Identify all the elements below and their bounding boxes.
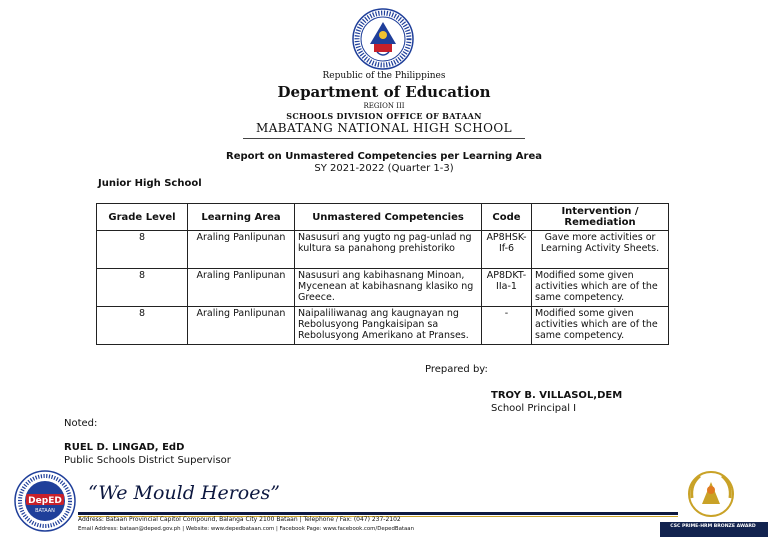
code-cell: - <box>482 307 532 345</box>
deped-bataan-logo-icon <box>14 470 76 532</box>
table-row <box>97 231 669 269</box>
footer-divider <box>78 512 678 515</box>
area-cell: Araling Panlipunan <box>188 269 295 307</box>
column-header: Code <box>482 204 532 231</box>
region-text: REGION III <box>363 102 405 110</box>
motto-text: “We Mould Heroes” <box>88 482 280 504</box>
area-cell: Araling Panlipunan <box>188 307 295 345</box>
footer-address: Address: Bataan Provincial Capitol Compound, Balanga City 2100 Bataan | Telephone / Fax: (047) 237-2102 <box>78 516 401 523</box>
area-cell: Araling Panlipunan <box>188 231 295 269</box>
code-cell: AP8HSK-If-6 <box>482 231 532 269</box>
principal-title: School Principal I <box>491 403 577 414</box>
school-level: Junior High School <box>98 178 202 189</box>
footer-contact: Email Address: bataan@deped.gov.ph | Website: www.depedbataan.com | Facebook Page: www.facebook.com/DepedBataan <box>78 526 415 532</box>
table-header-row <box>97 204 669 231</box>
report-title: Report on Unmastered Competencies per Learning Area <box>226 151 542 162</box>
school-name: MABATANG NATIONAL HIGH SCHOOL <box>256 121 512 135</box>
prepared-by-label: Prepared by: <box>425 364 488 375</box>
award-caption: CSC PRIME-HRM BRONZE AWARD <box>670 524 756 529</box>
column-header: Intervention / Remediation <box>532 204 669 231</box>
intervention-cell: Modified some given activities which are of the same competency. <box>532 269 669 307</box>
grade-cell: 8 <box>97 231 188 269</box>
competency-cell: Nasusuri ang yugto ng pag-unlad ng kultura sa panahong prehistoriko <box>295 231 482 269</box>
principal-name: TROY B. VILLASOL,DEM <box>491 390 623 401</box>
supervisor-title: Public Schools District Supervisor <box>64 455 231 466</box>
division-text: SCHOOLS DIVISION OFFICE OF BATAAN <box>286 111 482 121</box>
column-header: Learning Area <box>188 204 295 231</box>
supervisor-name: RUEL D. LINGAD, EdD <box>64 442 185 453</box>
column-header: Unmastered Competencies <box>295 204 482 231</box>
deped-logo-text: DepED <box>28 496 62 506</box>
competency-cell: Naipaliliwanag ang kaugnayan ng Rebolusyong Pangkaisipan sa Rebolusyong Amerikano at Pranses. <box>295 307 482 345</box>
code-cell: AP8DKT-IIa-1 <box>482 269 532 307</box>
competency-cell: Nasusuri ang kabihasnang Minoan, Mycenean at kabihasnang klasiko ng Greece. <box>295 269 482 307</box>
report-school-year: SY 2021-2022 (Quarter 1-3) <box>314 163 454 174</box>
noted-label: Noted: <box>64 418 98 429</box>
table-row <box>97 307 669 345</box>
deped-seal-icon <box>352 8 414 70</box>
column-header: Grade Level <box>97 204 188 231</box>
intervention-cell: Modified some given activities which are of the same competency. <box>532 307 669 345</box>
competencies-table <box>96 203 669 345</box>
deped-logo-subtext: BATAAN <box>35 508 55 514</box>
grade-cell: 8 <box>97 307 188 345</box>
header-divider <box>243 138 525 139</box>
intervention-cell: Gave more activities or Learning Activity Sheets. <box>532 231 669 269</box>
grade-cell: 8 <box>97 269 188 307</box>
table-row <box>97 269 669 307</box>
republic-text: Republic of the Philippines <box>322 71 446 81</box>
department-title: Department of Education <box>277 83 491 101</box>
